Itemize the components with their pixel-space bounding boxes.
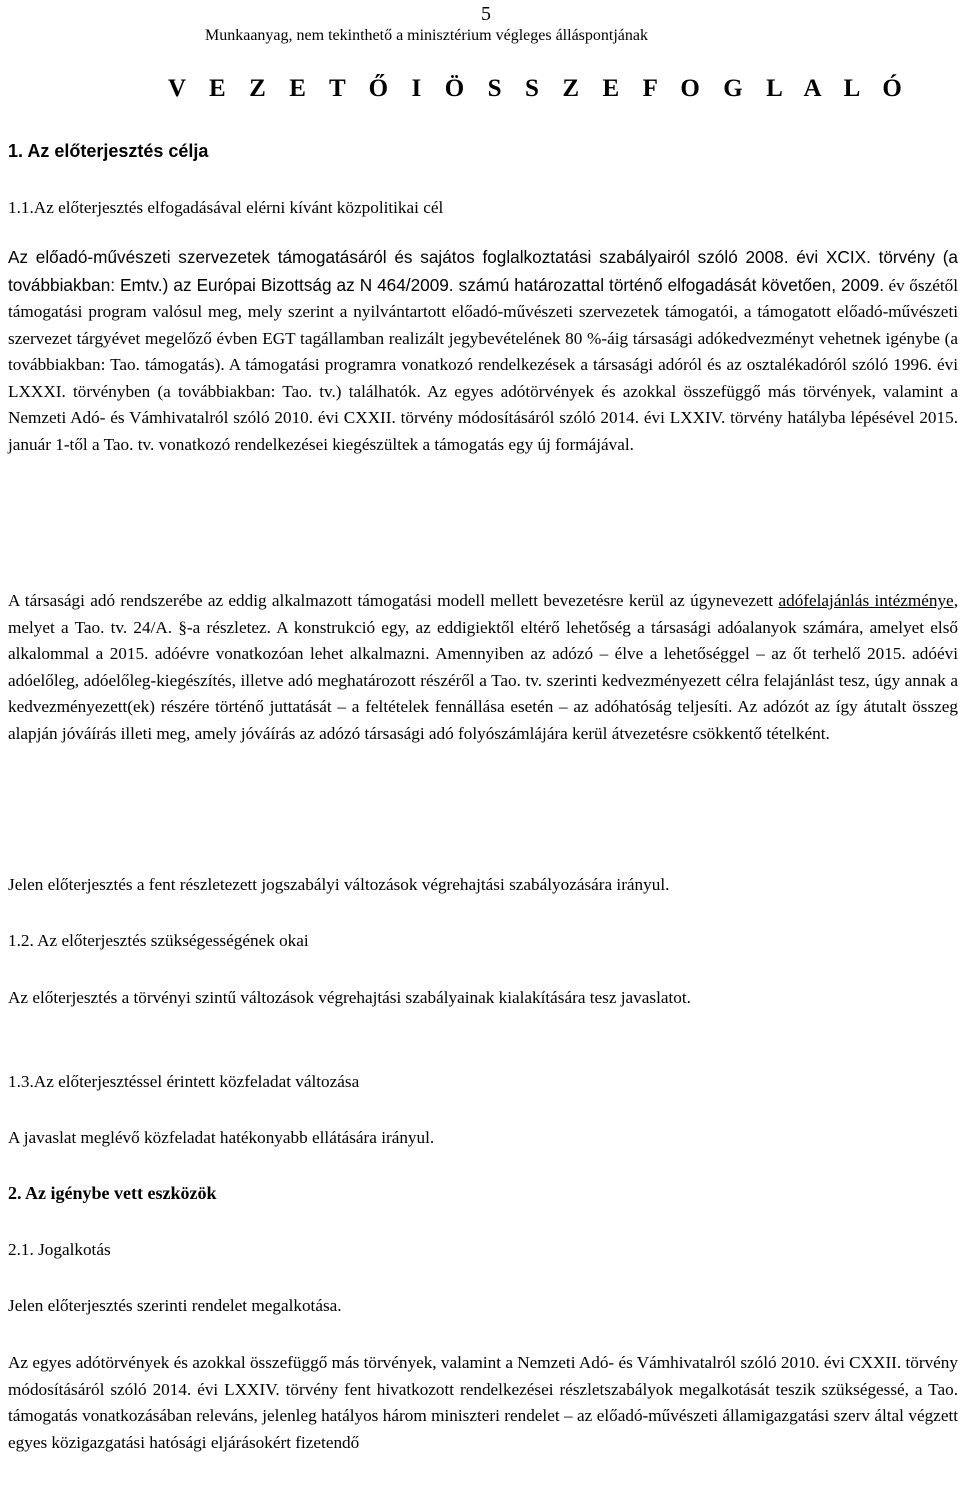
section-1-1-paragraph-2 [8,588,958,747]
paragraph-1-part-b: év őszétől támogatási program valósul meg, mely szerint a nyilvántartott előadó-művészeti szervezetek támogatói, a támogatott előadó-művészeti szervezet tárgyévet megelőző évben EGT tagállamban realizált jegybevételének 80 %-áig társasági adókedvezményt vehetnek igénybe (a továbbiakban: Tao. támogatás). [8,275,958,374]
adofelajanlas-term: adófelajánlás intézménye [778,591,954,610]
section-1-3-heading: 1.3.Az előterjesztéssel érintett közfeladat változása [8,1072,360,1091]
section-2-heading: 2. Az igénybe vett eszközök [8,1183,217,1203]
paragraph-1-part-c: A támogatási programra vonatkozó rendelkezések a társasági adóról és az osztalékadóról szóló 1996. évi LXXXI. törvényben (a továbbiakban: Tao. tv.) találhatók. Az egyes adótörvények és azokkal összefüggő más törvények, valamint a Nemzeti Adó- és Vámhivatalról szóló 2010. évi CXXII. törvény módosításáról szóló 2014. évi LXXIV. törvény hatályba lépésével 2015. január 1-től a Tao. tv. vonatkozó rendelkezései kiegészültek a támogatás egy új formájával. [8,355,958,454]
executive-summary-title: V E Z E T Ő I Ö S S Z E F O G L A L Ó [168,75,911,102]
section-2-1-paragraph-2: Az egyes adótörvények és azokkal összefüggő más törvények, valamint a Nemzeti Adó- és Vámhivatalról szóló 2010. évi CXXII. törvény módosításáról szóló 2014. évi LXXIV. törvény fent hivatkozott rendelkezései részletszabályok megalkotását teszik szükségessé, a Tao. támogatás vonatkozásában releváns, jelenleg hatályos három miniszteri rendelet – az előadó-művészeti államigazgatási szerv által végzett egyes közigazgatási hatósági eljárásokért fizetendő [8,1353,958,1452]
section-2-1-paragraph-1: Jelen előterjesztés szerinti rendelet megalkotása. [8,1296,342,1315]
section-1-3-paragraph: A javaslat meglévő közfeladat hatékonyabb ellátására irányul. [8,1128,435,1147]
paragraph-2-part-a: A társasági adó rendszerébe az eddig alkalmazott támogatási modell mellett bevezetésre kerül az úgynevezett [8,591,779,610]
section-1-1-paragraph-1 [8,244,958,458]
draft-disclaimer: Munkaanyag, nem tekinthető a minisztérium végleges álláspontjának [205,27,648,44]
paragraph-2-part-b: , melyet a Tao. tv. 24/A. §-a részletez. A konstrukció egy, az eddigiektől eltérő lehetőség a társasági adóalanyok számára, amelyet első alkalommal a 2015. adóévre vonatkozóan lehet alkalmazni. Amennyiben az adózó – élve a lehetőséggel – az őt terhelő 2015. adóévi adóelőleg, adóelőleg-kiegészítés, illetve adó meghatározott részéről a Tao. tv. szerinti kedvezményezett célra felajánlást tesz, úgy annak a kedvezményezett(ek) részére történő juttatását – a feltételek fennállása esetén – az adóhatóság teljesíti. Az adózót az így átutalt összeg alapján jóváírás illeti meg, amely jóváírás az adózó társasági adó folyószámlájára kerül átvezetésre csökkentő tételként. [8,591,958,743]
page-number: 5 [481,3,491,25]
section-1-2-heading: 1.2. Az előterjesztés szükségességének okai [8,931,309,950]
section-1-2-paragraph: Az előterjesztés a törvényi szintű változások végrehajtási szabályainak kialakítására tesz javaslatot. [8,988,691,1007]
section-2-1-heading: 2.1. Jogalkotás [8,1240,111,1259]
section-1-1-heading: 1.1.Az előterjesztés elfogadásával elérni kívánt közpolitikai cél [8,198,444,217]
section-1-heading: 1. Az előterjesztés célja [8,141,209,161]
paragraph-1-part-a: Az előadó-művészeti szervezetek támogatásáról és sajátos foglalkoztatási szabályairól szóló 2008. évi XCIX. törvény (a továbbiakban: Emtv.) az Európai Bizottság az N 464/2009. számú határozattal történő elfogadását követően, 2009. [8,247,958,295]
section-1-1-paragraph-3: Jelen előterjesztés a fent részletezett jogszabályi változások végrehajtási szabályozására irányul. [8,875,670,894]
